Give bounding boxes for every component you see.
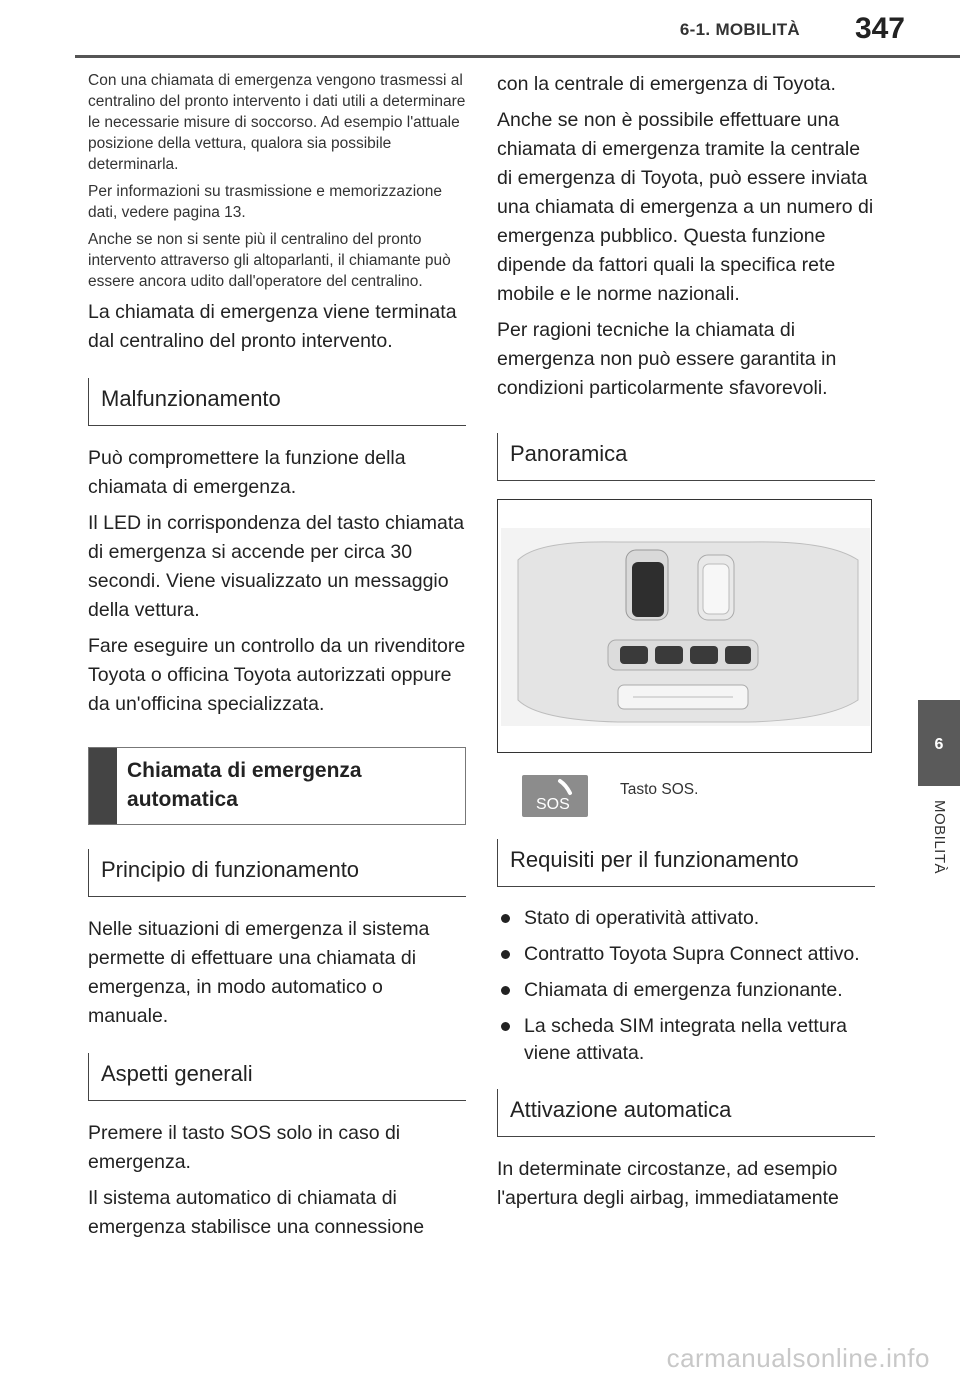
requirements-list [497,905,875,1067]
heading-rule [89,425,466,426]
heading-rule [89,896,466,897]
heading-text: Principio di funzionamento [101,857,360,882]
sos-button-graphic [632,562,664,617]
heading-bar [89,748,117,824]
heading-text: Chiamata di emergenza automatica [127,759,362,811]
paragraph: Anche se non è possibile effettuare una chiamata di emergenza tramite la centrale di emergenza di Toyota, può essere inviata una chiamata di emergenza a un numero di emergenza pubblico. Questa funzione dipende da fattori quali la specifica rete mobile e le norme nazionali. [497,109,874,305]
heading-aspetti [88,1053,466,1101]
list-item: Chiamata di emergenza funzionante. [497,977,875,1004]
heading-text: Malfunzionamento [101,386,281,411]
section-title: 6-1. MOBILITÀ [679,20,800,39]
paragraph: Il sistema automatico di chiamata di emergenza stabilisce una connessione [88,1187,425,1238]
heading-rule [89,1100,466,1101]
page-number: 347 [854,12,905,45]
right-column [497,70,875,1220]
paragraph: Può compromettere la funzione della chiamata di emergenza. [88,447,406,498]
sos-key-label: SOS [536,796,570,813]
paragraph: con la centrale di emergenza di Toyota. [497,73,836,95]
heading-malfunzionamento [88,378,466,426]
paragraph: Nelle situazioni di emergenza il sistema permette di effettuare una chiamata di emergenza, in modo automatico o manuale. [88,918,430,1027]
paragraph: In determinate circostanze, ad esempio l'apertura degli airbag, immediatamente [497,1158,839,1209]
page-header [75,0,960,58]
list-item: Stato di operatività attivato. [497,905,875,932]
heading-rule [498,480,875,481]
heading-chiamata-automatica [88,747,466,825]
sos-key-description: Tasto SOS. [620,781,699,798]
heading-text: Panoramica [510,441,628,466]
heading-text: Requisiti per il funzionamento [510,847,799,872]
paragraph: Per informazioni su trasmissione e memorizzazione dati, vedere pagina 13. [88,183,443,221]
heading-text: Attivazione automatica [510,1097,732,1122]
heading-principio [88,849,466,897]
overhead-console-illustration [498,500,872,753]
sos-key-icon [522,775,588,817]
paragraph: Con una chiamata di emergenza vengono trasmessi al centralino del pronto intervento i dati utili a determinare le necessarie misure di soccorso. Ad esempio l'attuale posizione della vettura, qualora sia possibile determinarla. [88,72,466,173]
chapter-tab: 6 [918,700,960,786]
heading-panoramica [497,433,875,481]
heading-attivazione [497,1089,875,1137]
overhead-console-figure [497,499,872,753]
list-item: Contratto Toyota Supra Connect attivo. [497,941,875,968]
heading-requisiti [497,839,875,887]
paragraph: Fare eseguire un controllo da un rivenditore Toyota o officina Toyota autorizzati oppure da un'officina specializzata. [88,635,466,715]
heading-rule [498,886,875,887]
chapter-label: MOBILITÀ [931,800,948,875]
paragraph: Premere il tasto SOS solo in caso di emergenza. [88,1122,401,1173]
left-column [88,70,466,1249]
paragraph: La chiamata di emergenza viene terminata dal centralino del pronto intervento. [88,301,457,352]
list-item: La scheda SIM integrata nella vettura viene attivata. [497,1013,875,1067]
heading-rule [498,1136,875,1137]
heading-text: Aspetti generali [101,1061,253,1086]
paragraph: Il LED in corrispondenza del tasto chiamata di emergenza si accende per circa 30 secondi. Viene visualizzato un messaggio della vettura. [88,512,465,621]
sos-key-legend [497,775,875,817]
paragraph: Anche se non si sente più il centralino del pronto intervento attraverso gli altoparlanti, il chiamante può essere ancora udito dall'operatore del centralino. [88,231,451,290]
paragraph: Per ragioni tecniche la chiamata di emergenza non può essere garantita in condizioni particolarmente sfavorevoli. [497,319,837,399]
watermark: carmanualsonline.info [666,1343,930,1373]
